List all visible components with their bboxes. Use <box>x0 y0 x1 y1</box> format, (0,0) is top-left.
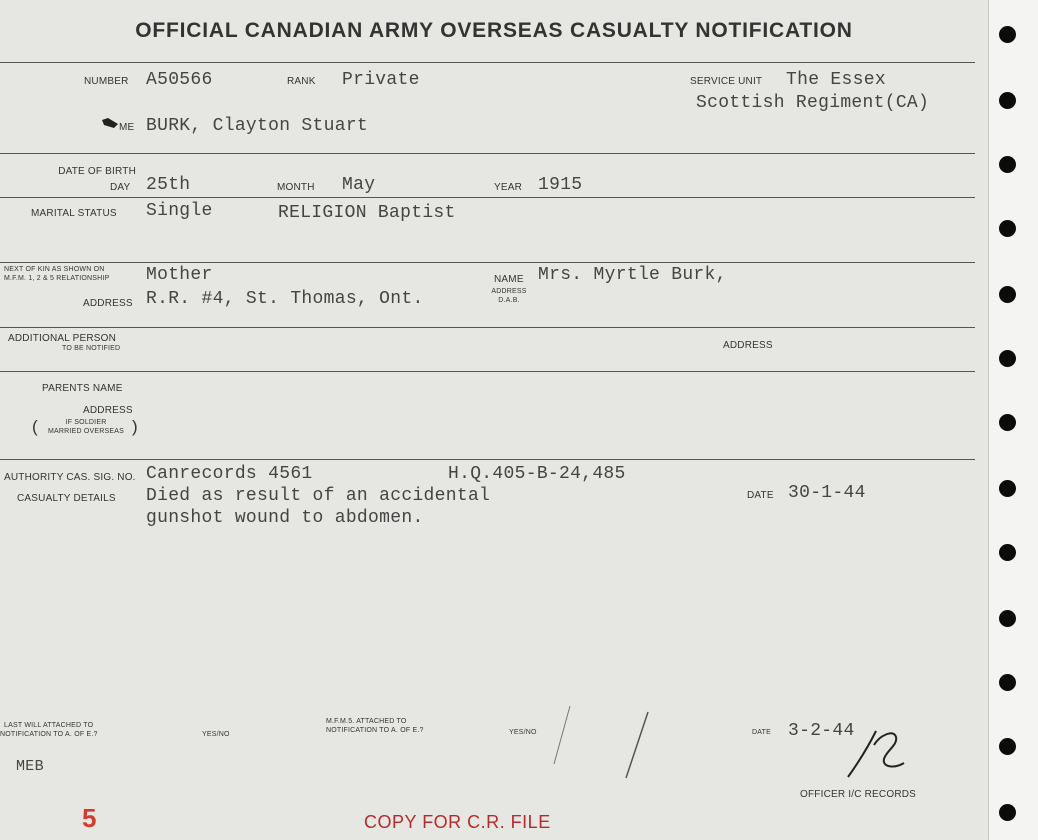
last-will-yes-no: YES/NO <box>202 731 230 738</box>
service-unit-value-1: The Essex <box>786 70 886 90</box>
kin-name-label: NAME <box>494 274 524 285</box>
authority-label: AUTHORITY CAS. SIG. NO. <box>4 472 136 483</box>
last-will-label-2: NOTIFICATION TO A. OF E.? <box>0 731 98 738</box>
feed-hole <box>999 92 1016 109</box>
officer-records-label: OFFICER I/C RECORDS <box>800 789 917 800</box>
paren-open-icon: ( <box>32 417 38 436</box>
feed-hole <box>999 414 1016 431</box>
kin-address-label: ADDRESS <box>83 298 133 309</box>
divider <box>0 197 975 198</box>
divider <box>0 327 975 328</box>
name-value: BURK, Clayton Stuart <box>146 116 369 136</box>
casualty-details-line-2: gunshot wound to abdomen. <box>146 508 424 528</box>
marital-status-label: MARITAL STATUS <box>31 208 117 219</box>
day-label: DAY <box>110 182 131 193</box>
if-soldier-label-2: MARRIED OVERSEAS <box>48 428 124 435</box>
if-soldier-label-1: IF SOLDIER <box>65 419 107 426</box>
rank-value: Private <box>342 70 420 90</box>
additional-person-label-1: ADDITIONAL PERSON <box>8 333 117 344</box>
divider <box>0 62 975 63</box>
mfm-label-1: M.F.M.5. ATTACHED TO <box>326 718 407 725</box>
feed-hole <box>999 610 1016 627</box>
divider <box>0 459 975 460</box>
additional-person-label-2: TO BE NOTIFIED <box>62 345 121 352</box>
feed-hole <box>999 286 1016 303</box>
feed-hole <box>999 26 1016 43</box>
kin-address-value: R.R. #4, St. Thomas, Ont. <box>146 289 424 309</box>
rank-label: RANK <box>287 76 316 87</box>
casualty-date-value: 30-1-44 <box>788 483 866 503</box>
year-label: YEAR <box>494 182 523 193</box>
casualty-details-line-1: Died as result of an accidental <box>146 486 491 506</box>
date-of-birth-label: DATE OF BIRTH <box>58 166 136 177</box>
feed-hole <box>999 804 1016 821</box>
divider <box>0 262 975 263</box>
divider <box>0 153 975 154</box>
page-number: 5 <box>82 803 97 833</box>
sign-date-label: DATE <box>752 729 771 736</box>
service-unit-label: SERVICE UNIT <box>690 76 763 87</box>
address-dab-label-2: D.A.B. <box>498 297 520 304</box>
next-of-kin-label-1: NEXT OF KIN AS SHOWN ON <box>4 266 105 273</box>
year-value: 1915 <box>538 175 583 195</box>
parents-address-label: ADDRESS <box>83 405 133 416</box>
month-label: MONTH <box>277 182 315 193</box>
feed-hole <box>999 220 1016 237</box>
feed-hole <box>999 544 1016 561</box>
religion-value: RELIGION Baptist <box>278 203 456 223</box>
kin-name-value: Mrs. Myrtle Burk, <box>538 265 727 285</box>
officer-signature <box>838 725 918 785</box>
feed-hole <box>999 350 1016 367</box>
service-unit-value-2: Scottish Regiment(CA) <box>696 93 930 113</box>
number-label: NUMBER <box>84 76 129 87</box>
additional-address-label: ADDRESS <box>723 340 773 351</box>
mfm-label-2: NOTIFICATION TO A. OF E.? <box>326 727 424 734</box>
feed-hole <box>999 480 1016 497</box>
day-value: 25th <box>146 175 191 195</box>
pencil-slash-marks <box>548 700 668 790</box>
casualty-details-label: CASUALTY DETAILS <box>17 493 116 504</box>
relationship-value: Mother <box>146 265 213 285</box>
ink-smudge-icon <box>101 116 119 128</box>
parents-name-label: PARENTS NAME <box>42 383 123 394</box>
copy-for-file-note: COPY FOR C.R. FILE <box>364 812 551 832</box>
feed-hole <box>999 156 1016 173</box>
sign-date-value: 3-2-44 <box>788 721 855 741</box>
casualty-date-label: DATE <box>747 490 774 501</box>
feed-hole <box>999 674 1016 691</box>
month-value: May <box>342 175 376 195</box>
number-value: A50566 <box>146 70 213 90</box>
mfm-yes-no: YES/NO <box>509 729 537 736</box>
hq-reference-value: H.Q.405-B-24,485 <box>448 464 626 484</box>
authority-value: Canrecords 4561 <box>146 464 313 484</box>
marital-status-value: Single <box>146 201 213 221</box>
feed-hole <box>999 738 1016 755</box>
next-of-kin-label-2: M.F.M. 1, 2 & 5 RELATIONSHIP <box>4 275 110 282</box>
initials-value: MEB <box>16 758 44 775</box>
paren-close-icon: ) <box>132 417 138 436</box>
form-title: OFFICIAL CANADIAN ARMY OVERSEAS CASUALTY NOTIFICATION <box>135 19 853 42</box>
name-label: ME <box>119 122 135 133</box>
address-dab-label-1: ADDRESS <box>491 288 527 295</box>
last-will-label-1: LAST WILL ATTACHED TO <box>4 722 94 729</box>
divider <box>0 371 975 372</box>
